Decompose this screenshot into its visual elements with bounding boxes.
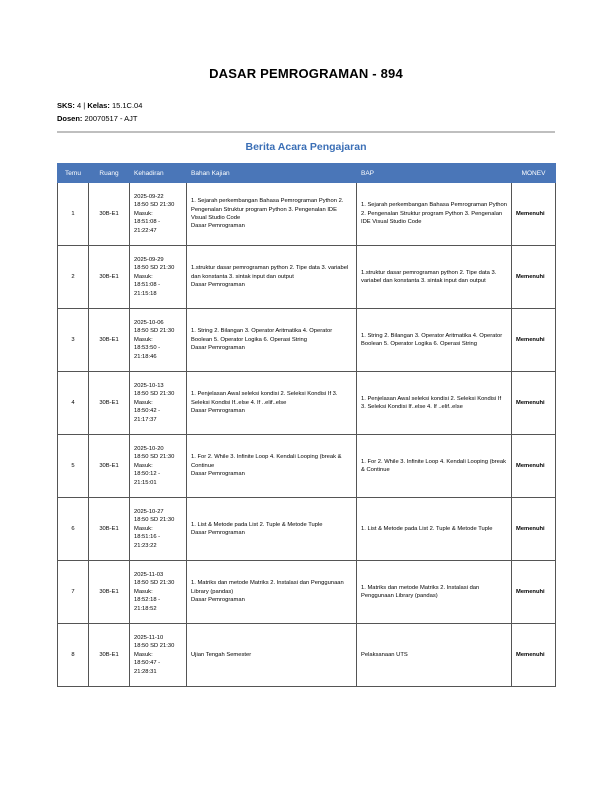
table-row bbox=[58, 498, 556, 561]
header-bahan-kajian: Bahan Kajian bbox=[187, 164, 357, 183]
cell-bahan-kajian: 1.struktur dasar pemrograman python 2. Tipe data 3. variabel dan konstanta 3. sintak input dan output Dasar Pemrograman bbox=[187, 246, 357, 309]
cell-kehadiran: 2025-11-03 18:50 SD 21:30 Masuk: 18:52:18 - 21:18:52 bbox=[130, 561, 187, 624]
cell-bahan-kajian: Ujian Tengah Semester bbox=[187, 624, 357, 687]
course-info bbox=[57, 101, 142, 110]
table-row bbox=[58, 309, 556, 372]
cell-kehadiran: 2025-11-10 18:50 SD 21:30 Masuk: 18:50:47 - 21:28:31 bbox=[130, 624, 187, 687]
cell-temu: 6 bbox=[58, 498, 89, 561]
cell-temu: 7 bbox=[58, 561, 89, 624]
dosen-label: Dosen: bbox=[57, 114, 83, 123]
table-row bbox=[58, 372, 556, 435]
cell-kehadiran: 2025-09-22 18:50 SD 21:30 Masuk: 18:51:08 - 21:22:47 bbox=[130, 183, 187, 246]
cell-bap: Pelaksanaan UTS bbox=[357, 624, 512, 687]
cell-bahan-kajian: 1. String 2. Bilangan 3. Operator Aritmatika 4. Operator Boolean 5. Operator Logika 6. Operasi String Dasar Pemrograman bbox=[187, 309, 357, 372]
kelas-value: 15.1C.04 bbox=[111, 101, 143, 110]
cell-ruang: 30B-E1 bbox=[89, 246, 130, 309]
sks-value: 4 bbox=[77, 101, 82, 110]
table-row bbox=[58, 246, 556, 309]
cell-monev: Memenuhi bbox=[512, 309, 556, 372]
cell-ruang: 30B-E1 bbox=[89, 561, 130, 624]
cell-temu: 5 bbox=[58, 435, 89, 498]
teaching-report-table bbox=[57, 163, 556, 687]
cell-ruang: 30B-E1 bbox=[89, 624, 130, 687]
cell-temu: 8 bbox=[58, 624, 89, 687]
header-temu: Temu bbox=[58, 164, 89, 183]
cell-temu: 2 bbox=[58, 246, 89, 309]
header-ruang: Ruang bbox=[89, 164, 130, 183]
cell-bap: 1. Penjelasan Awal seleksi kondisi 2. Seleksi Kondisi If 3. Seleksi Kondisi If..else 4. If ..elif..else bbox=[357, 372, 512, 435]
cell-bap: 1.struktur dasar pemrograman python 2. Tipe data 3. variabel dan konstanta 3. sintak input dan output bbox=[357, 246, 512, 309]
cell-temu: 1 bbox=[58, 183, 89, 246]
cell-ruang: 30B-E1 bbox=[89, 372, 130, 435]
cell-bap: 1. For 2. While 3. Infinite Loop 4. Kendali Looping (break & Continue bbox=[357, 435, 512, 498]
separator: | bbox=[83, 101, 86, 110]
section-title: Berita Acara Pengajaran bbox=[245, 141, 367, 153]
table-header-row bbox=[58, 164, 556, 183]
cell-bahan-kajian: 1. Matriks dan metode Matriks 2. Instalasi dan Penggunaan Library (pandas) Dasar Pemrograman bbox=[187, 561, 357, 624]
cell-ruang: 30B-E1 bbox=[89, 309, 130, 372]
cell-monev: Memenuhi bbox=[512, 372, 556, 435]
cell-bahan-kajian: 1. Sejarah perkembangan Bahasa Pemrograman Python 2. Pengenalan Struktur program Python 3. Pengenalan IDE Visual Studio Code Dasar Pemrograman bbox=[187, 183, 357, 246]
cell-ruang: 30B-E1 bbox=[89, 498, 130, 561]
lecturer-info bbox=[57, 114, 137, 123]
header-bap: BAP bbox=[357, 164, 512, 183]
header-kehadiran: Kehadiran bbox=[130, 164, 187, 183]
cell-bap: 1. Matriks dan metode Matriks 2. Instalasi dan Penggunaan Library (pandas) bbox=[357, 561, 512, 624]
cell-kehadiran: 2025-09-29 18:50 SD 21:30 Masuk: 18:51:08 - 21:15:18 bbox=[130, 246, 187, 309]
document-title: DASAR PEMROGRAMAN - 894 bbox=[209, 66, 403, 81]
cell-bap: 1. String 2. Bilangan 3. Operator Aritmatika 4. Operator Boolean 5. Operator Logika 6. Operasi String bbox=[357, 309, 512, 372]
cell-ruang: 30B-E1 bbox=[89, 183, 130, 246]
cell-monev: Memenuhi bbox=[512, 498, 556, 561]
kelas-label: Kelas: bbox=[87, 101, 110, 110]
cell-kehadiran: 2025-10-27 18:50 SD 21:30 Masuk: 18:51:16 - 21:23:22 bbox=[130, 498, 187, 561]
cell-monev: Memenuhi bbox=[512, 435, 556, 498]
table-row bbox=[58, 183, 556, 246]
cell-monev: Memenuhi bbox=[512, 624, 556, 687]
cell-bap: 1. Sejarah perkembangan Bahasa Pemrograman Python 2. Pengenalan Struktur program Python 3. Pengenalan IDE Visual Studio Code bbox=[357, 183, 512, 246]
sks-label: SKS: bbox=[57, 101, 75, 110]
cell-bahan-kajian: 1. Penjelasan Awal seleksi kondisi 2. Seleksi Kondisi If 3. Seleksi Kondisi If..else 4. If ..elif..else Dasar Pemrograman bbox=[187, 372, 357, 435]
cell-bahan-kajian: 1. For 2. While 3. Infinite Loop 4. Kendali Looping (break & Continue Dasar Pemrograman bbox=[187, 435, 357, 498]
cell-kehadiran: 2025-10-20 18:50 SD 21:30 Masuk: 18:50:12 - 21:15:01 bbox=[130, 435, 187, 498]
cell-kehadiran: 2025-10-06 18:50 SD 21:30 Masuk: 18:53:50 - 21:18:46 bbox=[130, 309, 187, 372]
divider bbox=[57, 131, 555, 133]
cell-monev: Memenuhi bbox=[512, 183, 556, 246]
cell-temu: 3 bbox=[58, 309, 89, 372]
cell-temu: 4 bbox=[58, 372, 89, 435]
cell-bap: 1. List & Metode pada List 2. Tuple & Metode Tuple bbox=[357, 498, 512, 561]
table-row bbox=[58, 624, 556, 687]
table-row bbox=[58, 435, 556, 498]
header-monev: MONEV bbox=[512, 164, 556, 183]
dosen-value: 20070517 - AJT bbox=[84, 114, 138, 123]
cell-monev: Memenuhi bbox=[512, 246, 556, 309]
table-row bbox=[58, 561, 556, 624]
cell-ruang: 30B-E1 bbox=[89, 435, 130, 498]
cell-monev: Memenuhi bbox=[512, 561, 556, 624]
cell-kehadiran: 2025-10-13 18:50 SD 21:30 Masuk: 18:50:42 - 21:17:37 bbox=[130, 372, 187, 435]
cell-bahan-kajian: 1. List & Metode pada List 2. Tuple & Metode Tuple Dasar Pemrograman bbox=[187, 498, 357, 561]
